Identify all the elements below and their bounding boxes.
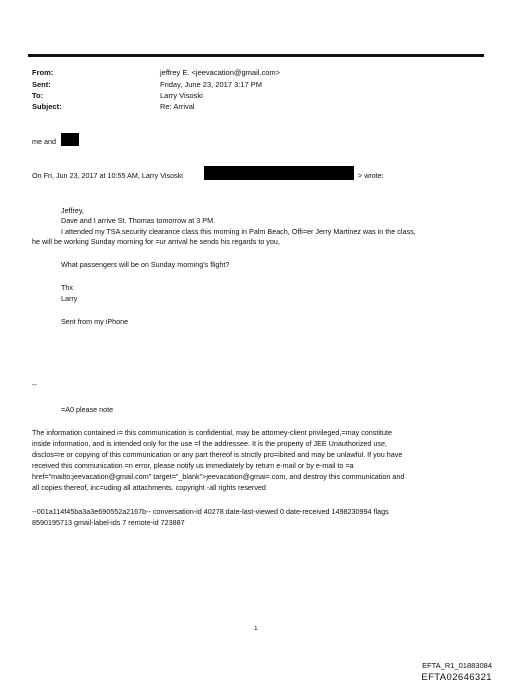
quote-intro: On Fri, Jun 23, 2017 at 10:55 AM, Larry Visoski — [32, 171, 183, 180]
disclaimer-line: disclos=re or copying of this communication or any part thereof is strictly pro=ibited and may be unlawful. If you have — [32, 450, 403, 459]
bates-number: EFTA_R1_01883084 — [422, 661, 492, 670]
disclaimer-line: href="mailto:jeevacation@gmail.com" target="_blank">jeevacation@gmai=.com, and destroy this communication and — [32, 472, 405, 481]
question-line: What passengers will be on Sunday morning's flight? — [61, 260, 230, 269]
separator-dashes: -- — [32, 380, 37, 389]
subject-value: Re: Arrival — [160, 102, 195, 111]
from-label: From: — [32, 68, 54, 77]
redaction-box — [61, 133, 79, 146]
metadata-line: --001a114f45ba3a3e690552a2167b-- conversation-id 40278 date-last-viewed 0 date-received 1498230994 flags — [32, 507, 389, 516]
greeting: Jeffrey, — [61, 206, 84, 215]
sent-label: Sent: — [32, 80, 51, 89]
body-line: I attended my TSA security clearance class this morning in Palm Beach, Offi=er Jerry Martinez was in the class, — [61, 227, 416, 236]
signature: Sent from my iPhone — [61, 317, 129, 326]
note-line: =A0 please note — [61, 405, 114, 414]
thanks: Thx — [61, 283, 73, 292]
disclaimer-line: all copies thereof, inc=uding all attachments. copyright -all rights reserved — [32, 483, 266, 492]
bates-number: EFTA02646321 — [421, 672, 492, 683]
to-label: To: — [32, 91, 44, 100]
from-value: jeffrey E. <jeevacation@gmail.com> — [160, 68, 281, 77]
to-value: Larry Visoski — [160, 91, 203, 100]
disclaimer-line: inside information, and is intended only for the use =f the addressee. It is the property of JEE Unauthorized use, — [32, 439, 387, 448]
subject-label: Subject: — [32, 102, 62, 111]
disclaimer-line: received this communication =n error, please notify us immediately by return e-mail or by e-mail to =a — [32, 461, 354, 470]
reply-line: me and — [32, 137, 56, 146]
sender-name: Larry — [61, 294, 78, 303]
sent-value: Friday, June 23, 2017 3:17 PM — [160, 80, 263, 89]
redaction-box — [204, 166, 354, 180]
body-line: Dave and I arrive St. Thomas tomorrow at 3 PM. — [61, 216, 216, 225]
metadata-line: 8590195713 gmail-label-ids 7 remote-id 723887 — [32, 518, 185, 527]
quote-intro-suffix: > wrote: — [358, 171, 384, 180]
header-rule — [28, 54, 484, 57]
body-line: he will be working Sunday morning for =ur arrival he sends his regards to you, — [32, 237, 280, 246]
page-number: 1 — [254, 625, 258, 632]
disclaimer-line: The information contained i= this communication is confidential, may be attorney-client privileged,=may constitute — [32, 428, 392, 437]
